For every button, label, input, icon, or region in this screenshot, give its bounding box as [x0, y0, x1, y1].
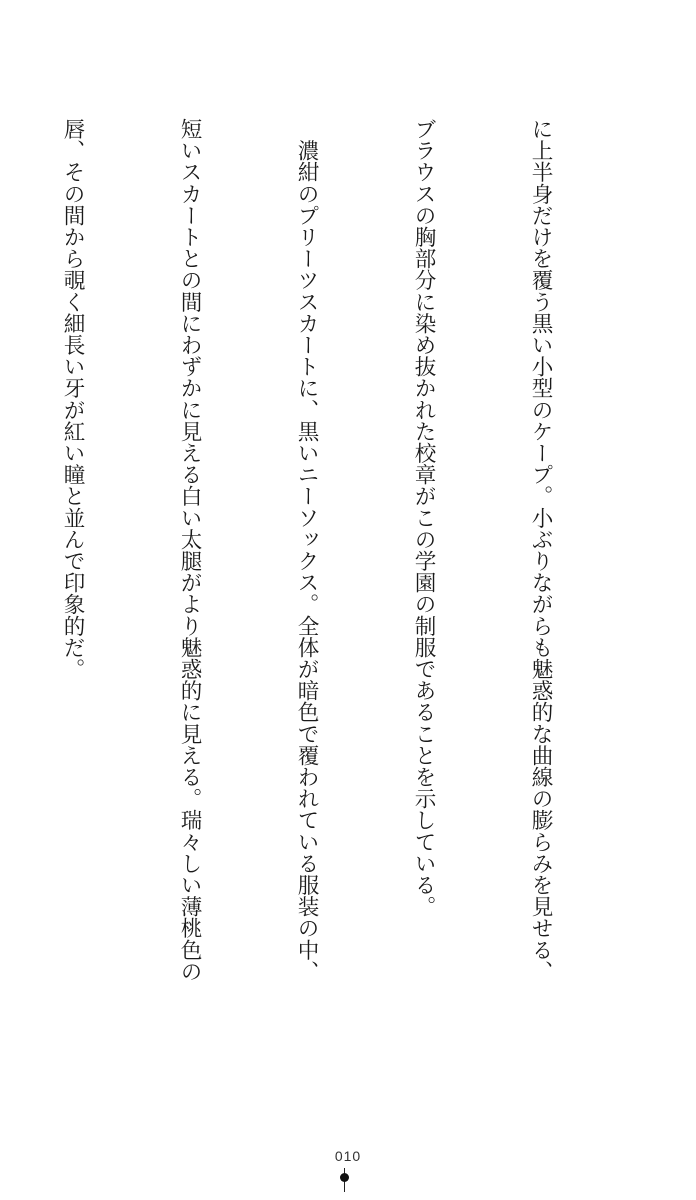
page-number: 010 [334, 1148, 362, 1164]
text-line: 唇、その間から覗く細長い牙が紅い瞳と並んで印象的だ。 [60, 118, 85, 680]
page-marker-dot-icon [340, 1173, 349, 1182]
text-line: に上半身だけを覆う黒い小型のケープ。小ぶりながらも魅惑的な曲線の膨らみを見せる、 [528, 118, 553, 982]
text-line: ブラウスの胸部分に染め抜かれた校章がこの学園の制服であることを示している。 [411, 118, 436, 918]
text-line: 短いスカートとの間にわずかに見える白い太腿がより魅惑的に見える。瑞々しい薄桃色の [177, 118, 202, 982]
text-line: 濃紺のプリーツスカートに、黒いニーソックス。全体が暗色で覆われている服装の中、 [294, 118, 319, 982]
vertical-text-body [0, 118, 638, 1118]
